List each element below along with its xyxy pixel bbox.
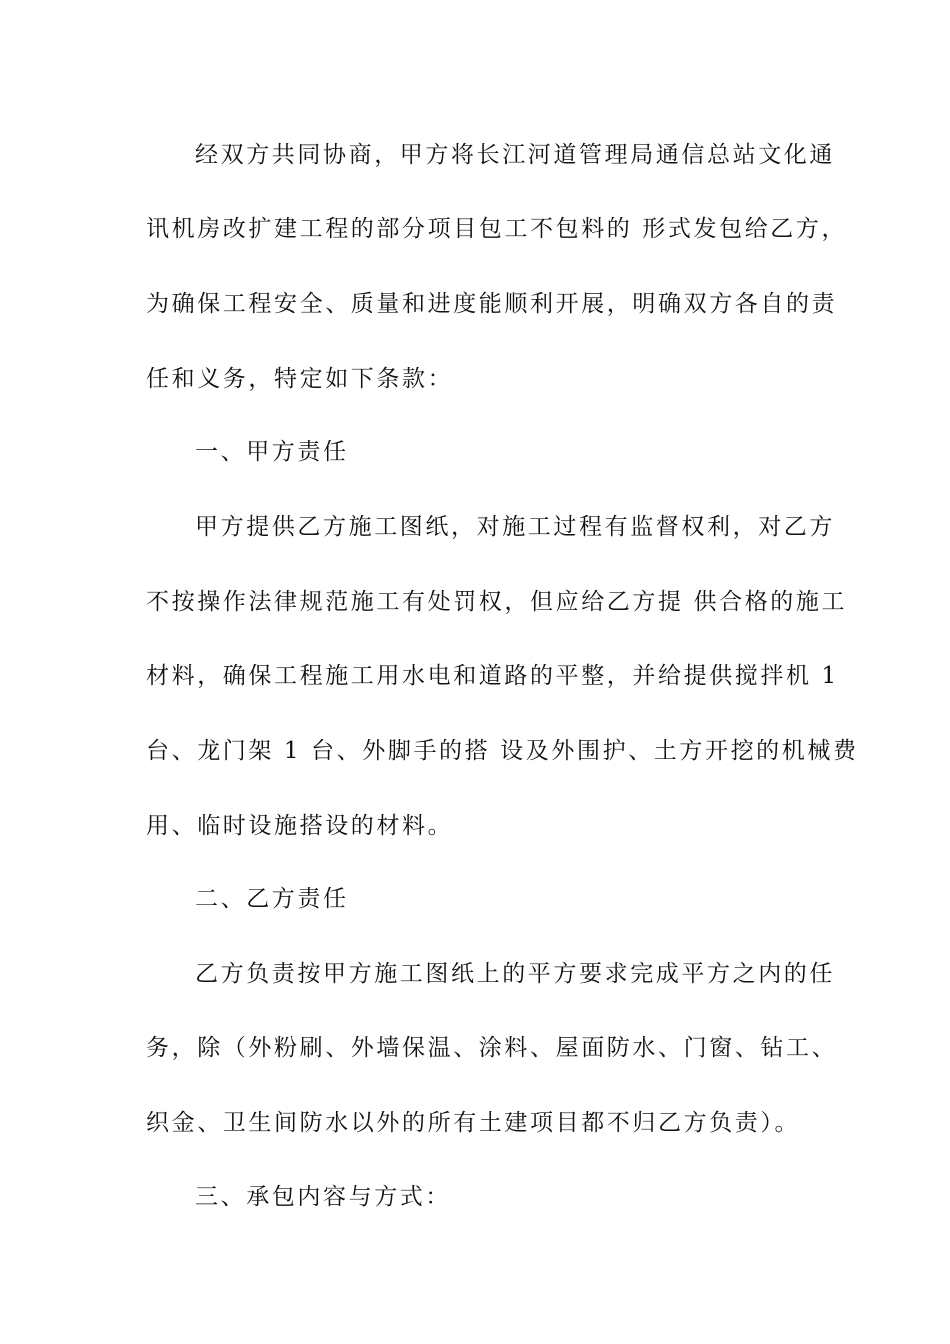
paragraph-party-b-line-2: 务，除（外粉刷、外墙保温、涂料、屋面防水、门窗、钻工、 xyxy=(146,1035,838,1061)
paragraph-party-a-line-4: 台、龙门架 1 台、外脚手的搭 设及外围护、土方开挖的机械费 xyxy=(146,738,859,764)
paragraph-party-a-line-3: 材料，确保工程施工用水电和道路的平整，并给提供搅拌机 1 xyxy=(146,663,839,689)
section-heading-party-a: 一、甲方责任 xyxy=(195,439,349,465)
paragraph-party-a-line-5: 用、临时设施搭设的材料。 xyxy=(146,813,454,839)
paragraph-intro-line-1: 经双方共同协商，甲方将长江河道管理局通信总站文化通 xyxy=(195,142,835,168)
paragraph-party-b-line-3: 织金、卫生间防水以外的所有土建项目都不归乙方负责）。 xyxy=(146,1110,801,1136)
paragraph-party-b-line-1: 乙方负责按甲方施工图纸上的平方要求完成平方之内的任 xyxy=(195,961,835,987)
section-heading-party-b: 二、乙方责任 xyxy=(195,886,349,912)
paragraph-intro-line-2: 讯机房改扩建工程的部分项目包工不包料的 形式发包给乙方， xyxy=(146,216,848,242)
paragraph-intro-line-3: 为确保工程安全、质量和进度能顺利开展，明确双方各自的责 xyxy=(146,291,838,317)
section-heading-contract-content: 三、承包内容与方式： xyxy=(195,1184,451,1210)
paragraph-party-a-line-1: 甲方提供乙方施工图纸，对施工过程有监督权利，对乙方 xyxy=(195,514,835,540)
paragraph-intro-line-4: 任和义务，特定如下条款： xyxy=(146,366,454,392)
paragraph-party-a-line-2: 不按操作法律规范施工有处罚权，但应给乙方提 供合格的施工 xyxy=(146,589,848,615)
